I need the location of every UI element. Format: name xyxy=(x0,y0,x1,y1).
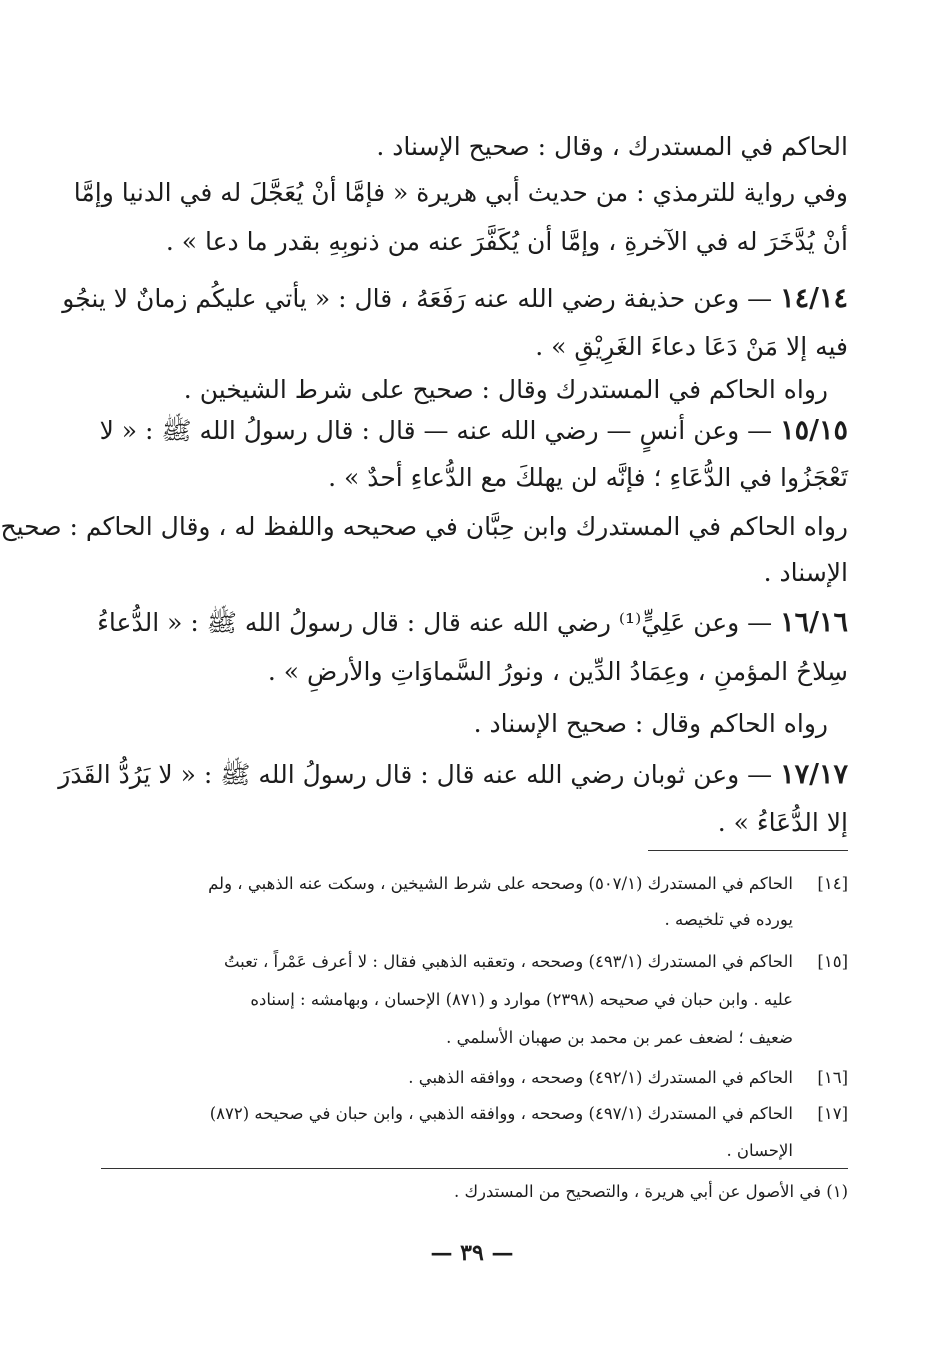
hadith-text: — وعن أنسٍ — رضي الله عنه — قال : قال رسولُ الله ﷺ : « لا xyxy=(99,416,773,445)
hadith-number: ١٥/١٥ xyxy=(780,415,848,446)
page-footnote: (١) في الأصول عن أبي هريرة ، والتصحيح من المستدرك . xyxy=(453,1182,848,1201)
footnote-line: الحاكم في المستدرك (٤٩٣/١) وصححه ، وتعقبه الذهبي فقال : لا أعرف عَمْراً ، تعبتُ xyxy=(223,952,793,971)
body-line-13: رواه الحاكم وقال : صحيح الإسناد . xyxy=(473,709,828,738)
hadith-text: — وعن ثوبان رضي الله عنه قال : قال رسولُ الله ﷺ : « لا يَرُدُّ القَدَرَ xyxy=(58,760,773,789)
body-line-10: الإسناد . xyxy=(763,558,848,587)
body-line-2: وفي رواية للترمذي : من حديث أبي هريرة « فإمَّا أنْ يُعَجَّلَ له في الدنيا وإمَّا xyxy=(73,178,848,207)
footnote-line: الإحسان . xyxy=(726,1141,793,1160)
footnote-line: عليه . وابن حبان في صحيحه (٢٣٩٨) موارد و (٨٧١) الإحسان ، وبهامشه : إسناده xyxy=(250,990,793,1009)
page-number: — ٣٩ — xyxy=(430,1240,514,1266)
hadith-16-line-1 xyxy=(97,606,848,642)
body-line-1: الحاكم في المستدرك ، وقال : صحيح الإسناد . xyxy=(376,132,848,161)
footnote-line: الحاكم في المستدرك (٥٠٧/١) وصححه على شرط الشيخين ، وسكت عنه الذهبي ، ولم xyxy=(208,874,793,893)
body-line-15: إلا الدُّعَاءُ » . xyxy=(717,808,848,837)
hadith-number: ١٧/١٧ xyxy=(780,759,848,790)
page-footnote-separator xyxy=(101,1168,848,1169)
footnote-line: الحاكم في المستدرك (٤٩٧/١) وصححه ، ووافقه الذهبي ، وابن حبان في صحيحه (٨٧٢) xyxy=(209,1104,793,1123)
footnote-line: ضعيف ؛ لضعف عمر بن محمد بن صهبان الأسلمي . xyxy=(446,1028,793,1047)
hadith-number: ١٤/١٤ xyxy=(780,283,848,314)
hadith-17-line-1 xyxy=(58,758,848,794)
footnote-number: [١٧] xyxy=(817,1104,848,1123)
body-line-9: رواه الحاكم في المستدرك وابن حِبَّان في صحيحه واللفظ له ، وقال الحاكم : صحيح xyxy=(0,512,848,541)
body-line-3: أنْ يُدَّخَرَ له في الآخرةِ ، وإمَّا أن يُكَفَّرَ عنه من ذنوبِهِ بقدر ما دعا » . xyxy=(165,227,848,256)
body-line-12: سِلاحُ المؤمنِ ، وعِمَادُ الدِّين ، ونورُ السَّماوَاتِ والأرضِ » . xyxy=(267,657,848,686)
hadith-number: ١٦/١٦ xyxy=(780,607,848,638)
body-line-6: رواه الحاكم في المستدرك وقال : صحيح على شرط الشيخين . xyxy=(183,375,828,404)
hadith-text: — وعن عَلِيٍّ⁽¹⁾ رضي الله عنه قال : قال رسولُ الله ﷺ : « الدُّعاءُ xyxy=(97,608,773,637)
footnote-line: يورده في تلخيصه . xyxy=(664,910,793,929)
hadith-text: — وعن حذيفة رضي الله عنه رَفَعَهُ ، قال : « يأتي عليكُم زمانٌ لا ينجُو xyxy=(62,284,773,313)
body-line-5: فيه إلا مَنْ دَعَا دعاءَ الغَرِيْقِ » . xyxy=(535,332,848,361)
footnote-number: [١٦] xyxy=(817,1068,848,1087)
body-line-8: تَعْجَزُوا في الدُّعَاءِ ؛ فإنَّه لن يهلكَ مع الدُّعاءِ أحدٌ » . xyxy=(328,463,848,492)
footnote-number: [١٤] xyxy=(817,874,848,893)
hadith-15-line-1 xyxy=(101,414,848,450)
footnote-number: [١٥] xyxy=(817,952,848,971)
footnote-line: الحاكم في المستدرك (٤٩٢/١) وصححه ، ووافقه الذهبي . xyxy=(408,1068,793,1087)
footnote-separator xyxy=(648,850,848,851)
hadith-14-line-1 xyxy=(62,282,848,318)
